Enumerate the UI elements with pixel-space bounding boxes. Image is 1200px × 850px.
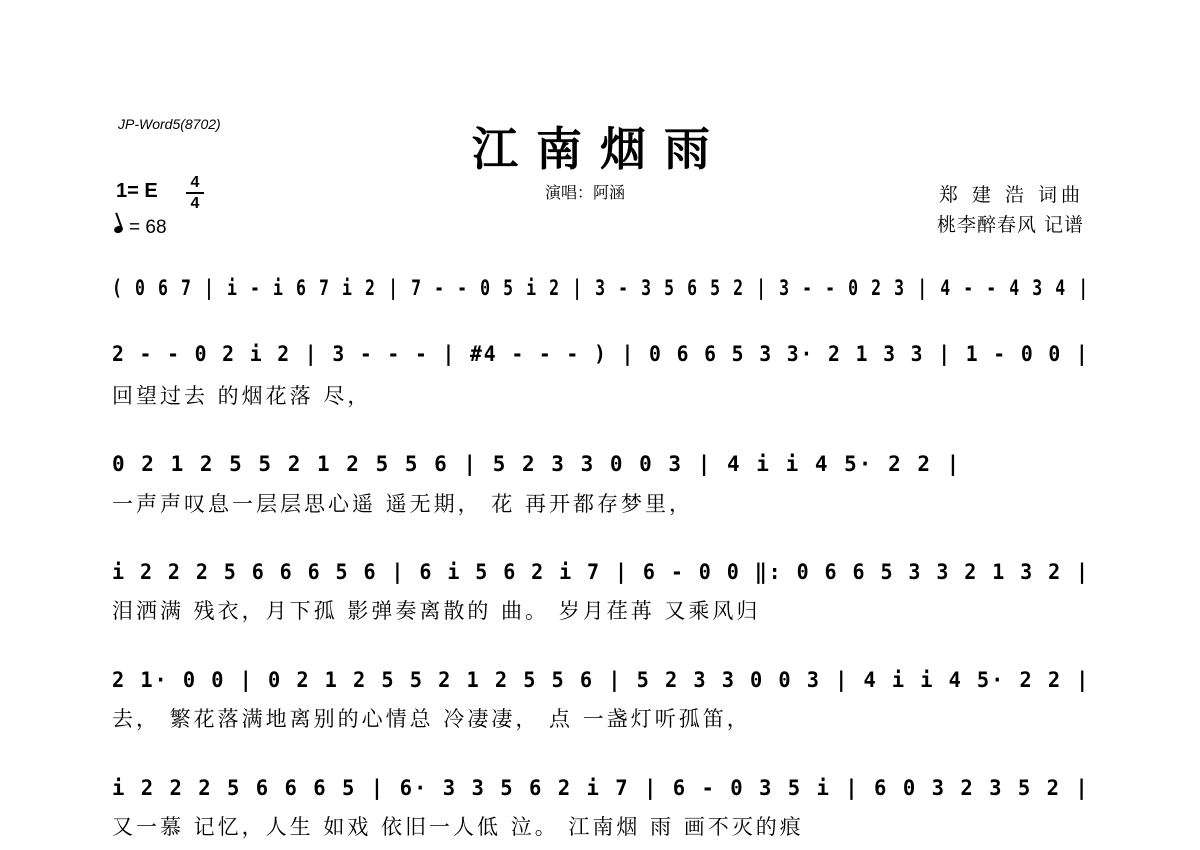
composer-credit: 郑 建 浩 词曲 — [938, 184, 1084, 206]
notation-line-6: i 2 2 2 5 6 6 6 5 | 6· 3 3 5 6 2 i 7 | 6 - 0 3 5 i | 6 0 3 2 3 5 2 | — [112, 776, 1090, 800]
time-signature-top: 4 — [190, 174, 200, 191]
key-signature: 1= E — [116, 180, 158, 202]
notation-line-5: 2 1· 0 0 | 0 2 1 2 5 5 2 1 2 5 5 6 | 5 2 3 3 0 0 3 | 4 i i 4 5· 2 2 | — [112, 668, 1091, 692]
software-label: JP-Word5(8702) — [118, 116, 221, 132]
time-signature-bar — [186, 192, 204, 194]
notation-line-3: 0 2 1 2 5 5 2 1 2 5 5 6 | 5 2 3 3 0 0 3 | 4 i i 4 5· 2 2 | — [112, 452, 962, 476]
notation-line-1: ( 0 6 7 | i - i 6 7 i 2 | 7 - - 0 5 i 2 | 3 - 3 5 6 5 2 | 3 - - 0 2 3 | 4 - - 4 3 4 | — [112, 276, 1090, 300]
song-title: 江南烟雨 — [472, 122, 728, 176]
lyric-line-6: 又一慕 记忆，人生 如戏 依旧一人低 泣。 江南烟 雨 画不灭的痕 — [112, 815, 804, 839]
lyric-line-4: 泪洒满 残衣，月下孤 影弹奏离散的 曲。 岁月荏苒 又乘风归 — [112, 599, 761, 623]
lyric-line-2: 回望过去 的烟花落 尽， — [112, 384, 372, 408]
lyric-line-3: 一声声叹息一层层思心遥 遥无期， 花 再开都存梦里， — [112, 492, 694, 516]
notation-line-2: 2 - - 0 2 i 2 | 3 - - - | #4 - - - ) | 0 6 6 5 3 3· 2 1 3 3 | 1 - 0 0 | — [112, 342, 1090, 366]
time-signature — [186, 174, 204, 212]
lyric-line-5: 去， 繁花落满地离别的心情总 冷凄凄， 点 一盏灯听孤笛， — [112, 707, 751, 731]
transcriber-credit: 桃李醉春风 记谱 — [936, 214, 1084, 236]
tempo-mark — [114, 217, 167, 239]
singer-credit: 演唱：阿涵 — [545, 183, 626, 202]
tempo-value: = 68 — [129, 217, 167, 238]
notation-line-4: i 2 2 2 5 6 6 6 5 6 | 6 i 5 6 2 i 7 | 6 - 0 0 ‖: 0 6 6 5 3 3 2 1 3 2 | — [112, 560, 1091, 584]
time-signature-bottom: 4 — [190, 195, 200, 212]
quarter-note-icon — [113, 225, 124, 235]
